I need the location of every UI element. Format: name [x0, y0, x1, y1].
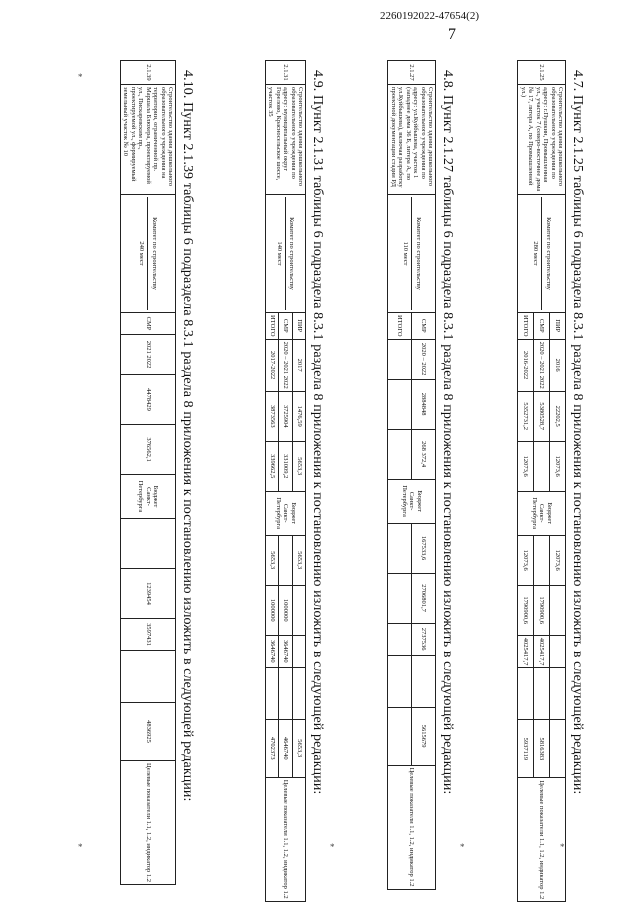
- stage-cell: СМР: [534, 313, 550, 340]
- year-value-cell: [292, 585, 305, 635]
- margin-mark: *: [460, 842, 465, 852]
- stage-cell: СМР: [279, 313, 292, 340]
- cost-cell: 5352731,2: [518, 391, 534, 441]
- budget-source-cell: Бюджет Санкт-Петербурга: [518, 491, 566, 535]
- target-indicators-cell: Целевые показатели 1.1, 1.2, индикатор 1.2: [388, 765, 436, 889]
- years-cell: 2020 – 2021 2022: [534, 339, 550, 391]
- year-value-cell: [120, 651, 175, 703]
- capacity: 240 мест: [138, 241, 146, 266]
- year-value-cell: 1239454: [120, 569, 175, 619]
- margin-mark: *: [78, 842, 83, 852]
- object-description-cell: Строительство здания дошкольного образовательного учреждения по адресу: ул.Куйбышева, участок 1 (западнее дома 36 Б, литера А, по ул.Куйбышева), включая разработку проектной документации стадии РД: [388, 85, 436, 195]
- years-cell: 2017: [292, 339, 305, 391]
- years-cell: 2020 – 2021 2022: [279, 339, 292, 391]
- agency-name: Комитет по строительству: [541, 197, 551, 310]
- year-value-cell: [388, 523, 412, 573]
- target-indicators-cell: Целевые показатели 1.1, 1.2, индикатор 1.2: [265, 777, 305, 901]
- section-heading: 4.7. Пункт 2.1.25 таблицы 6 подраздела 8.3.1 раздела 8 приложения к постановлению изложить в следующей редакции:: [570, 70, 585, 795]
- cost-cell: 3873563: [265, 391, 278, 441]
- object-description-cell: Строительство здания дошкольного образовательного учреждения по адресу: г.Пушкин, Промышленная ул., участок 7 (северо-восточнее дома № 17, литера А, по Промышленной ул.): [518, 85, 566, 195]
- year-value-cell: 4025417,7: [534, 635, 550, 668]
- previous-funding-cell: 12073,6: [518, 441, 534, 491]
- item-number-cell: 2.1.39: [120, 61, 175, 85]
- stage-cell: ПИР: [550, 313, 566, 340]
- previous-funding-cell: [388, 429, 412, 479]
- cost-cell: 4478429: [120, 375, 175, 425]
- total-value-cell: 5653,3: [292, 719, 305, 777]
- stage-cell: ПИР: [292, 313, 305, 340]
- year-value-cell: 12073,6: [550, 535, 566, 585]
- previous-funding-cell: 339662,5: [265, 441, 278, 491]
- capacity: 110 мест: [402, 241, 410, 266]
- cost-cell: 3725904: [279, 391, 292, 441]
- amendment-section: [387, 60, 455, 920]
- year-value-cell: [120, 519, 175, 569]
- year-value-cell: [534, 535, 550, 585]
- year-value-cell: 4025417,7: [518, 635, 534, 668]
- years-cell: [388, 339, 412, 379]
- year-value-cell: [279, 535, 292, 585]
- table-row: [292, 61, 305, 902]
- cost-cell: 1476,59: [292, 391, 305, 441]
- year-value-cell: [292, 635, 305, 667]
- amendment-section: [120, 60, 195, 920]
- years-cell: 2016: [550, 339, 566, 391]
- stage-cell: ИТОГО: [388, 313, 412, 340]
- agency-cell: [388, 195, 436, 313]
- capacity: 280 мест: [532, 241, 540, 266]
- year-value-cell: 3646740: [265, 635, 278, 667]
- previous-funding-cell: 5653,3: [292, 441, 305, 491]
- cost-cell: 5380528,7: [534, 391, 550, 441]
- previous-funding-cell: 331009,2: [279, 441, 292, 491]
- table-row: [412, 61, 436, 890]
- agency-name: Комитет по строительству: [411, 197, 421, 310]
- item-number-cell: 2.1.27: [388, 61, 436, 85]
- margin-mark: *: [78, 72, 83, 82]
- previous-funding-cell: [534, 441, 550, 491]
- item-number-cell: 2.1.31: [265, 61, 305, 85]
- total-value-cell: 5937119: [518, 720, 534, 778]
- year-value-cell: [518, 668, 534, 720]
- cost-cell: 2884848: [412, 379, 436, 429]
- year-value-cell: [279, 667, 292, 719]
- total-value-cell: 5816383: [534, 720, 550, 778]
- year-value-cell: 5653,3: [292, 535, 305, 585]
- year-value-cell: [388, 573, 412, 623]
- amendment-section: [265, 60, 325, 920]
- capacity: 140 мест: [275, 241, 283, 266]
- program-table: [517, 60, 566, 902]
- year-value-cell: [550, 668, 566, 720]
- year-value-cell: [388, 655, 412, 707]
- total-value-cell: 4836925: [120, 703, 175, 761]
- object-description-cell: Строительство здания дошкольного образовательного учреждения по адресу: муниципальный округ Горелово, Красносельское шоссе, участок 35: [265, 85, 305, 195]
- year-value-cell: [265, 667, 278, 719]
- year-value-cell: [412, 655, 436, 707]
- years-cell: 2016-2022: [518, 339, 534, 391]
- previous-funding-cell: 12073,6: [550, 441, 566, 491]
- year-value-cell: [550, 635, 566, 668]
- year-value-cell: 2706801,7: [412, 573, 436, 623]
- section-heading: 4.10. Пункт 2.1.39 таблицы 6 подраздела 8.3.1 раздела 8 приложения к постановлению изложить в следующей редакции:: [180, 70, 195, 802]
- program-table: [120, 60, 176, 885]
- table-row: [550, 61, 566, 902]
- year-value-cell: 1000000: [265, 585, 278, 635]
- year-value-cell: 1790900,6: [534, 585, 550, 635]
- stage-cell: СМР: [120, 313, 175, 335]
- budget-source-cell: Бюджет Санкт-Петербурга: [388, 479, 436, 523]
- year-value-cell: 1000000: [279, 585, 292, 635]
- agency-cell: [518, 195, 566, 313]
- budget-source-cell: Бюджет Санкт-Петербурга: [120, 475, 175, 519]
- stage-cell: ИТОГО: [518, 313, 534, 340]
- years-cell: 2020 – 2022: [412, 339, 436, 379]
- section-heading: 4.8. Пункт 2.1.27 таблицы 6 подраздела 8.3.1 раздела 8 приложения к постановлению изложить в следующей редакции:: [440, 70, 455, 795]
- total-value-cell: [550, 720, 566, 778]
- year-value-cell: 2737536: [412, 623, 436, 655]
- item-number-cell: 2.1.25: [518, 61, 566, 85]
- section-heading: 4.9. Пункт 2.1.31 таблицы 6 подраздела 8.3.1 раздела 8 приложения к постановлению изложить в следующей редакции:: [310, 70, 325, 795]
- year-value-cell: 12073,6: [518, 535, 534, 585]
- agency-cell: [265, 195, 305, 313]
- stage-cell: СМР: [412, 313, 436, 340]
- year-value-cell: 167533,6: [412, 523, 436, 573]
- total-value-cell: 4646740: [279, 719, 292, 777]
- total-value-cell: 4702373: [265, 719, 278, 777]
- budget-source-cell: Бюджет Санкт-Петербурга: [265, 491, 305, 535]
- target-indicators-cell: Целевые показатели 1.1, 1.2, индикатор 1.2: [120, 761, 175, 885]
- total-value-cell: 5615679: [412, 707, 436, 765]
- agency-name: Комитет по строительству: [147, 197, 157, 310]
- previous-funding-cell: 376562,1: [120, 425, 175, 475]
- target-indicators-cell: Целевые показатели 1.1, 1.2, индикатор 1.2: [518, 778, 566, 902]
- year-value-cell: [388, 623, 412, 655]
- margin-mark: *: [330, 842, 335, 852]
- page-number: 7: [448, 26, 456, 43]
- margin-mark: *: [560, 842, 565, 852]
- total-value-cell: [388, 707, 412, 765]
- years-cell: 2017-2022: [265, 339, 278, 391]
- agency-cell: [120, 195, 175, 313]
- year-value-cell: 5653,3: [265, 535, 278, 585]
- stage-cell: ИТОГО: [265, 313, 278, 340]
- year-value-cell: 1790900,6: [518, 585, 534, 635]
- previous-funding-cell: 268 372,4: [412, 429, 436, 479]
- program-table: [387, 60, 436, 890]
- object-description-cell: Строительство здания дошкольного образовательного учреждения на территории, ограниченной пр. Маршала Блюхера, проектируемой ул., Пискаревским пр., проектируемой ул., формируемый земельный участок № 10: [120, 85, 175, 195]
- program-table: [265, 60, 306, 902]
- year-value-cell: 3646740: [279, 635, 292, 667]
- year-value-cell: [550, 585, 566, 635]
- year-value-cell: 3597431: [120, 619, 175, 651]
- year-value-cell: [292, 667, 305, 719]
- year-value-cell: [534, 668, 550, 720]
- agency-name: Комитет по строительству: [285, 197, 295, 310]
- years-cell: 2021 2022: [120, 335, 175, 375]
- amendment-section: [517, 60, 585, 920]
- document-number: 2260192022-47654(2): [380, 10, 479, 22]
- cost-cell: [388, 379, 412, 429]
- table-row: [120, 61, 175, 885]
- cost-cell: 22202,5: [550, 391, 566, 441]
